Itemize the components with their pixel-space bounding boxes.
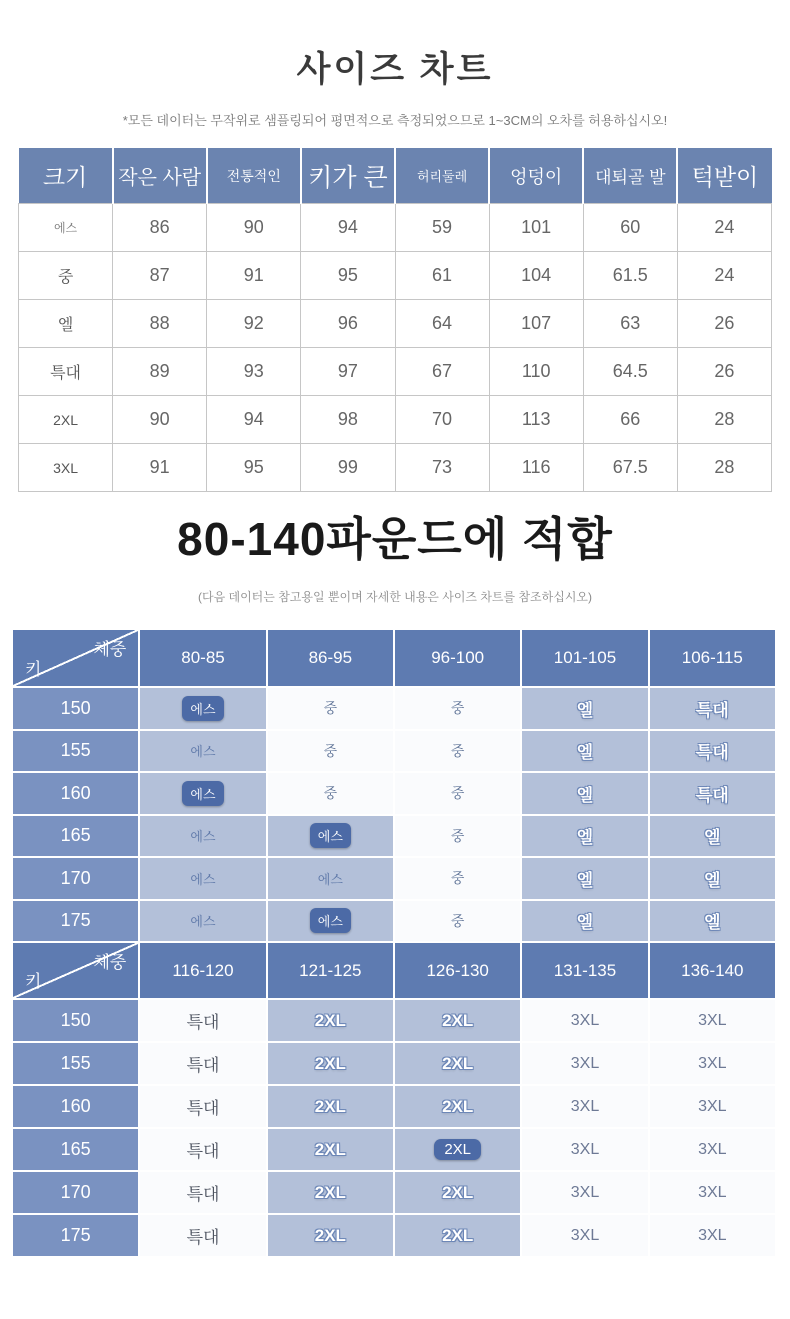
fit-cell: 3XL [650,1086,775,1127]
value-cell: 26 [677,348,771,396]
weight-range-header: 106-115 [650,630,775,686]
fit-cell: 2XL [395,1215,520,1256]
value-cell: 26 [677,300,771,348]
fit-cell: 2XL [395,1086,520,1127]
weight-range-header: 121-125 [268,943,393,998]
fit-cell: 3XL [522,1086,647,1127]
fit-cell [140,773,265,814]
header-cell-waist: 허리둘레 [395,148,489,204]
fit-cell: 3XL [522,1129,647,1170]
fit-cell [268,816,393,857]
table-row [19,204,772,252]
value-cell: 63 [583,300,677,348]
value-cell: 60 [583,204,677,252]
fit-cell: 특대 [140,1086,265,1127]
value-cell: 99 [301,444,395,492]
fit-cell [268,901,393,942]
size-label: 엘 [19,300,113,348]
fit-cell: 3XL [522,1172,647,1213]
fit-cell: 특대 [140,1000,265,1041]
weight-range-header: 86-95 [268,630,393,686]
header-cell-short: 작은 사람 [113,148,207,204]
value-cell: 107 [489,300,583,348]
fit-cell: 에스 [140,731,265,772]
selected-size-badge: 에스 [182,696,223,721]
fit-cell [140,688,265,729]
fit-cell: 3XL [522,1043,647,1084]
fit-cell: 특대 [650,731,775,772]
fit-cell: 중 [395,858,520,899]
fit-cell: 중 [395,901,520,942]
height-row-header: 150 [13,1000,138,1041]
fit-cell: 중 [395,688,520,729]
value-cell: 110 [489,348,583,396]
fit-cell: 엘 [650,816,775,857]
value-cell: 94 [207,396,301,444]
fit-cell: 엘 [522,858,647,899]
fit-note: (다음 데이터는 참고용일 뿐이며 자세한 내용은 사이즈 차트를 참조하십시오) [197,590,593,604]
height-row-header: 160 [13,1086,138,1127]
height-row-header: 175 [13,1215,138,1256]
value-cell: 98 [301,396,395,444]
fit-cell: 엘 [650,901,775,942]
value-cell: 101 [489,204,583,252]
size-label: 3XL [19,444,113,492]
selected-size-badge: 2XL [434,1139,481,1160]
fit-cell: 3XL [650,1215,775,1256]
fit-cell: 에스 [140,901,265,942]
weight-axis-label: 체중 [93,640,127,659]
weight-range-header: 126-130 [395,943,520,998]
fit-cell: 중 [268,773,393,814]
value-cell: 95 [207,444,301,492]
value-cell: 104 [489,252,583,300]
axis-header [13,943,138,998]
value-cell: 67 [395,348,489,396]
value-cell: 89 [113,348,207,396]
page-title: 사이즈 차트 [296,50,494,89]
height-axis-label: 키 [25,972,42,991]
fit-cell: 특대 [140,1129,265,1170]
height-row-header: 165 [13,816,138,857]
fit-cell: 중 [268,688,393,729]
value-cell: 66 [583,396,677,444]
fit-cell: 2XL [395,1043,520,1084]
weight-height-matrix [13,630,775,1256]
size-label: 중 [19,252,113,300]
value-cell: 113 [489,396,583,444]
height-row-header: 160 [13,773,138,814]
height-row-header: 155 [13,1043,138,1084]
fit-cell: 엘 [522,773,647,814]
fit-cell: 중 [268,731,393,772]
size-table-header [19,148,772,204]
value-cell: 97 [301,348,395,396]
weight-range-header: 96-100 [395,630,520,686]
value-cell: 90 [207,204,301,252]
value-cell: 61.5 [583,252,677,300]
selected-size-badge: 에스 [310,823,351,848]
value-cell: 70 [395,396,489,444]
fit-cell: 3XL [650,1129,775,1170]
height-row-header: 150 [13,688,138,729]
size-label: 에스 [19,204,113,252]
fit-cell: 중 [395,731,520,772]
fit-cell: 2XL [268,1215,393,1256]
height-row-header: 155 [13,731,138,772]
header-cell-hip: 엉덩이 [489,148,583,204]
value-cell: 73 [395,444,489,492]
weight-range-header: 80-85 [140,630,265,686]
value-cell: 64.5 [583,348,677,396]
header-cell-thigh: 대퇴골 발 [583,148,677,204]
fit-title: 80-140파운드에 적합 [177,513,613,565]
value-cell: 95 [301,252,395,300]
value-cell: 61 [395,252,489,300]
fit-cell: 특대 [140,1172,265,1213]
value-cell: 64 [395,300,489,348]
weight-range-header: 101-105 [522,630,647,686]
value-cell: 28 [677,444,771,492]
header-cell-size: 크기 [19,148,113,204]
fit-cell: 특대 [650,688,775,729]
size-table [18,148,772,492]
height-row-header: 165 [13,1129,138,1170]
value-cell: 28 [677,396,771,444]
table-row [19,396,772,444]
measurement-note: *모든 데이터는 무작위로 샘플링되어 평면적으로 측정되었으므로 1~3CM의 오차를 허용하십시오! [122,113,668,128]
fit-cell: 2XL [268,1043,393,1084]
table-row [19,348,772,396]
fit-cell: 3XL [650,1172,775,1213]
value-cell: 93 [207,348,301,396]
weight-range-header: 131-135 [522,943,647,998]
fit-cell: 중 [395,816,520,857]
value-cell: 88 [113,300,207,348]
fit-cell: 에스 [268,858,393,899]
header-cell-bib: 턱받이 [677,148,771,204]
value-cell: 67.5 [583,444,677,492]
fit-cell: 엘 [522,688,647,729]
fit-cell: 2XL [395,1000,520,1041]
fit-cell: 특대 [140,1215,265,1256]
weight-range-header: 136-140 [650,943,775,998]
value-cell: 91 [113,444,207,492]
weight-range-header: 116-120 [140,943,265,998]
table-row [19,252,772,300]
fit-cell: 엘 [522,901,647,942]
table-row [19,300,772,348]
fit-cell: 에스 [140,858,265,899]
header-cell-regular: 전통적인 [207,148,301,204]
height-row-header: 170 [13,1172,138,1213]
fit-cell: 2XL [268,1086,393,1127]
fit-cell: 특대 [140,1043,265,1084]
value-cell: 92 [207,300,301,348]
fit-cell [395,1129,520,1170]
fit-cell: 2XL [395,1172,520,1213]
axis-header [13,630,138,686]
value-cell: 96 [301,300,395,348]
fit-cell: 특대 [650,773,775,814]
fit-cell: 3XL [522,1215,647,1256]
size-label: 특대 [19,348,113,396]
height-row-header: 170 [13,858,138,899]
height-row-header: 175 [13,901,138,942]
value-cell: 116 [489,444,583,492]
value-cell: 91 [207,252,301,300]
value-cell: 94 [301,204,395,252]
fit-cell: 엘 [522,731,647,772]
fit-cell: 3XL [650,1000,775,1041]
fit-cell: 2XL [268,1000,393,1041]
table-row [19,444,772,492]
height-axis-label: 키 [25,660,42,679]
value-cell: 24 [677,252,771,300]
value-cell: 24 [677,204,771,252]
fit-cell: 2XL [268,1172,393,1213]
header-cell-tall: 키가 큰 [301,148,395,204]
value-cell: 90 [113,396,207,444]
fit-cell: 에스 [140,816,265,857]
weight-axis-label: 체중 [93,953,127,972]
value-cell: 87 [113,252,207,300]
size-label: 2XL [19,396,113,444]
fit-cell: 중 [395,773,520,814]
fit-cell: 엘 [522,816,647,857]
fit-cell: 2XL [268,1129,393,1170]
fit-cell: 3XL [650,1043,775,1084]
fit-cell: 엘 [650,858,775,899]
value-cell: 86 [113,204,207,252]
selected-size-badge: 에스 [182,781,223,806]
value-cell: 59 [395,204,489,252]
fit-cell: 3XL [522,1000,647,1041]
selected-size-badge: 에스 [310,908,351,933]
